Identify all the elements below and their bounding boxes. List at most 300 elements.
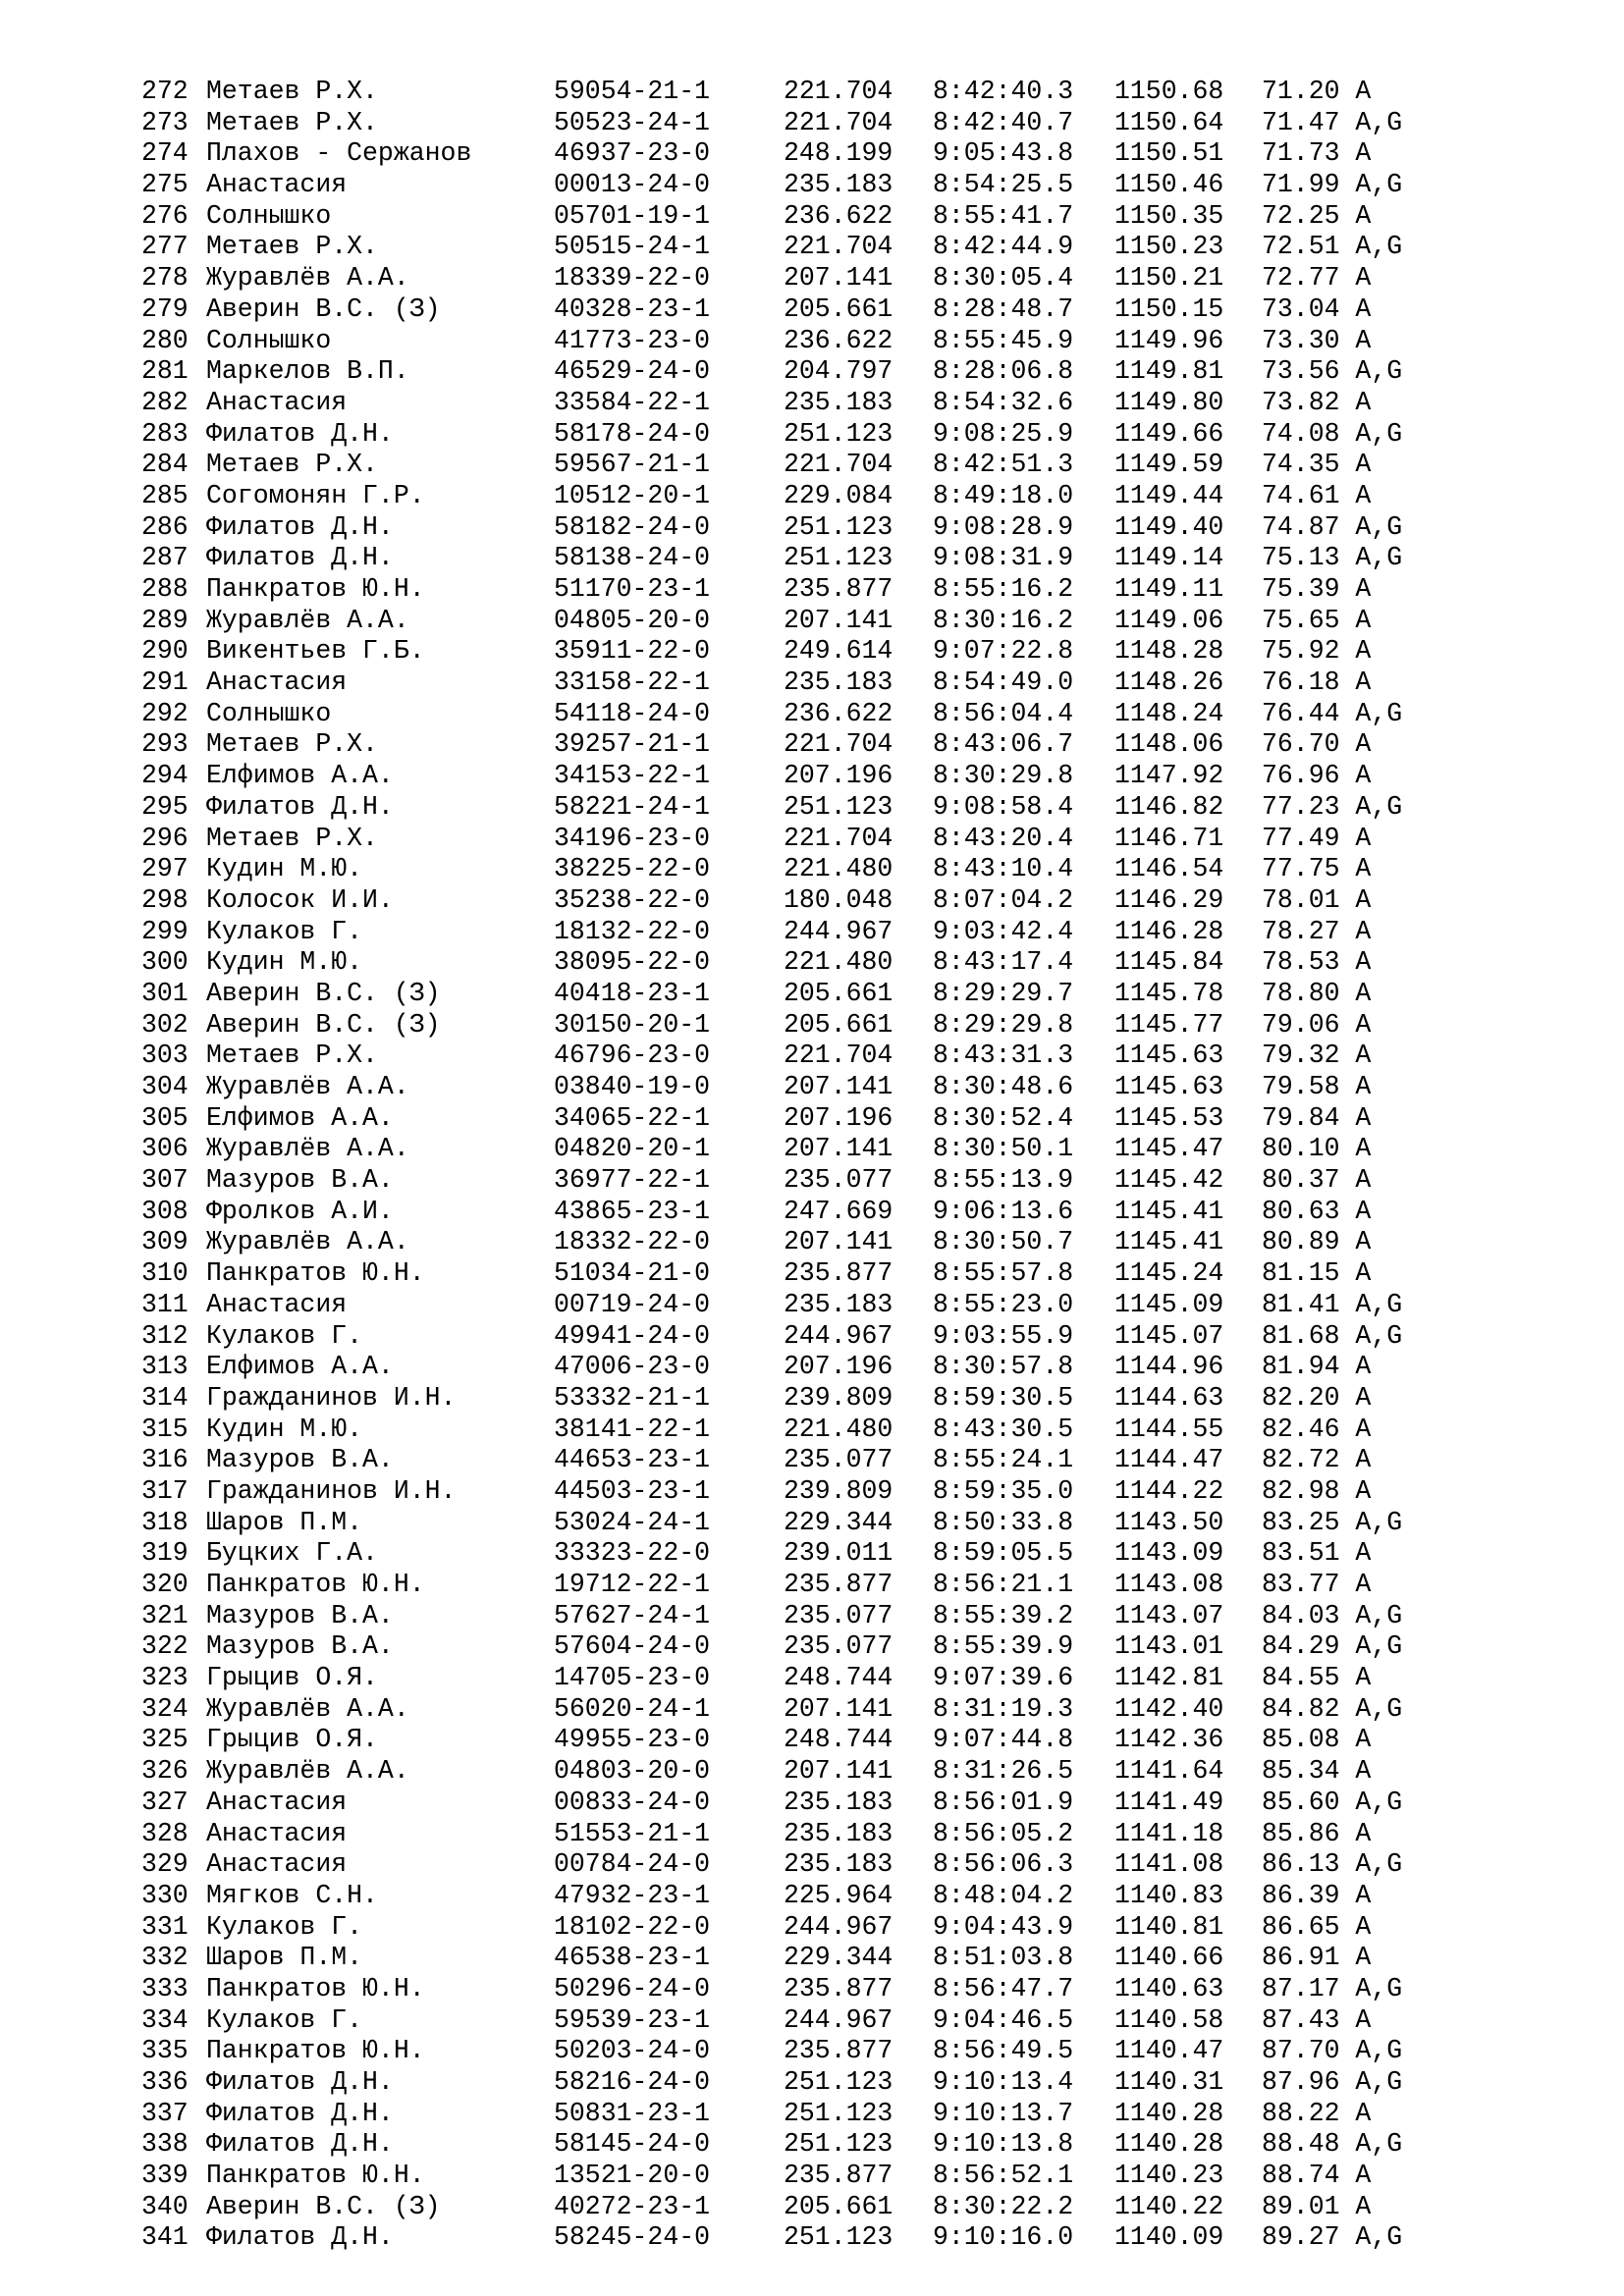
ring-number-cell: 46538-23-1 bbox=[554, 1943, 711, 1973]
coefficient-cell: 77.49 A bbox=[1262, 823, 1372, 853]
place-cell: 325 bbox=[141, 1725, 189, 1755]
ring-number-cell: 33323-22-0 bbox=[554, 1538, 711, 1569]
place-cell: 280 bbox=[141, 325, 189, 355]
ring-number-cell: 46796-23-0 bbox=[554, 1041, 711, 1071]
place-cell: 305 bbox=[141, 1102, 189, 1133]
coefficient-cell: 86.13 A,G bbox=[1262, 1849, 1403, 1880]
ring-number-cell: 35238-22-0 bbox=[554, 884, 711, 915]
speed-cell: 1150.35 bbox=[1114, 200, 1224, 231]
ring-number-cell: 58245-24-0 bbox=[554, 2222, 711, 2253]
speed-cell: 1146.28 bbox=[1114, 916, 1224, 946]
fancier-name-cell: Журавлёв А.А. bbox=[206, 1756, 409, 1787]
arrival-time-cell: 8:42:40.7 bbox=[933, 107, 1074, 137]
fancier-name-cell: Аверин В.С. (З) bbox=[206, 978, 441, 1008]
ring-number-cell: 50523-24-1 bbox=[554, 107, 711, 137]
place-cell: 309 bbox=[141, 1227, 189, 1257]
ring-number-cell: 43865-23-1 bbox=[554, 1196, 711, 1226]
place-cell: 336 bbox=[141, 2067, 189, 2097]
arrival-time-cell: 9:06:13.6 bbox=[933, 1196, 1074, 1226]
ring-number-cell: 59054-21-1 bbox=[554, 77, 711, 106]
distance-cell: 204.797 bbox=[784, 356, 893, 387]
arrival-time-cell: 8:59:30.5 bbox=[933, 1382, 1074, 1413]
coefficient-cell: 72.51 A,G bbox=[1262, 232, 1403, 262]
coefficient-cell: 84.82 A,G bbox=[1262, 1693, 1403, 1724]
coefficient-cell: 80.37 A bbox=[1262, 1165, 1372, 1196]
fancier-name-cell: Филатов Д.Н. bbox=[206, 543, 394, 573]
distance-cell: 207.141 bbox=[784, 263, 893, 294]
place-cell: 282 bbox=[141, 387, 189, 417]
ring-number-cell: 44653-23-1 bbox=[554, 1445, 711, 1475]
coefficient-cell: 84.03 A,G bbox=[1262, 1600, 1403, 1630]
speed-cell: 1149.81 bbox=[1114, 356, 1224, 387]
ring-number-cell: 56020-24-1 bbox=[554, 1693, 711, 1724]
coefficient-cell: 83.25 A,G bbox=[1262, 1507, 1403, 1537]
place-cell: 327 bbox=[141, 1787, 189, 1817]
fancier-name-cell: Анастасия bbox=[206, 170, 348, 200]
speed-cell: 1141.08 bbox=[1114, 1849, 1224, 1880]
distance-cell: 244.967 bbox=[784, 1320, 893, 1351]
arrival-time-cell: 8:56:52.1 bbox=[933, 2161, 1074, 2191]
coefficient-cell: 71.73 A bbox=[1262, 138, 1372, 169]
ring-number-cell: 50203-24-0 bbox=[554, 2036, 711, 2066]
coefficient-cell: 81.68 A,G bbox=[1262, 1320, 1403, 1351]
place-cell: 287 bbox=[141, 543, 189, 573]
ring-number-cell: 00719-24-0 bbox=[554, 1289, 711, 1319]
place-cell: 283 bbox=[141, 418, 189, 449]
fancier-name-cell: Кулаков Г. bbox=[206, 1911, 363, 1942]
ring-number-cell: 13521-20-0 bbox=[554, 2161, 711, 2191]
fancier-name-cell: Шаров П.М. bbox=[206, 1507, 363, 1537]
fancier-name-cell: Фролков А.И. bbox=[206, 1196, 394, 1226]
distance-cell: 205.661 bbox=[784, 294, 893, 324]
ring-number-cell: 03840-19-0 bbox=[554, 1072, 711, 1101]
distance-cell: 205.661 bbox=[784, 2191, 893, 2221]
place-cell: 272 bbox=[141, 77, 189, 106]
place-cell: 281 bbox=[141, 356, 189, 387]
speed-cell: 1142.81 bbox=[1114, 1663, 1224, 1693]
speed-cell: 1145.09 bbox=[1114, 1289, 1224, 1319]
distance-cell: 235.183 bbox=[784, 170, 893, 200]
place-cell: 320 bbox=[141, 1570, 189, 1599]
place-cell: 307 bbox=[141, 1165, 189, 1196]
coefficient-cell: 71.20 A bbox=[1262, 77, 1372, 106]
place-cell: 335 bbox=[141, 2036, 189, 2066]
fancier-name-cell: Мазуров В.А. bbox=[206, 1600, 394, 1630]
place-cell: 301 bbox=[141, 978, 189, 1008]
fancier-name-cell: Кудин М.Ю. bbox=[206, 854, 363, 884]
speed-cell: 1145.84 bbox=[1114, 947, 1224, 978]
ring-number-cell: 59567-21-1 bbox=[554, 450, 711, 480]
coefficient-cell: 73.56 A,G bbox=[1262, 356, 1403, 387]
ring-number-cell: 04820-20-1 bbox=[554, 1134, 711, 1164]
place-cell: 312 bbox=[141, 1320, 189, 1351]
ring-number-cell: 51553-21-1 bbox=[554, 1818, 711, 1848]
arrival-time-cell: 8:30:16.2 bbox=[933, 605, 1074, 635]
coefficient-cell: 89.01 A bbox=[1262, 2191, 1372, 2221]
arrival-time-cell: 8:42:51.3 bbox=[933, 450, 1074, 480]
fancier-name-cell: Викентьев Г.Б. bbox=[206, 636, 425, 667]
arrival-time-cell: 8:43:06.7 bbox=[933, 729, 1074, 760]
fancier-name-cell: Гражданинов И.Н. bbox=[206, 1475, 457, 1506]
speed-cell: 1146.29 bbox=[1114, 884, 1224, 915]
coefficient-cell: 76.18 A bbox=[1262, 667, 1372, 698]
fancier-name-cell: Аверин В.С. (З) bbox=[206, 2191, 441, 2221]
arrival-time-cell: 8:43:17.4 bbox=[933, 947, 1074, 978]
ring-number-cell: 58178-24-0 bbox=[554, 418, 711, 449]
fancier-name-cell: Метаев Р.Х. bbox=[206, 1041, 378, 1071]
distance-cell: 225.964 bbox=[784, 1880, 893, 1910]
place-cell: 324 bbox=[141, 1693, 189, 1724]
arrival-time-cell: 8:56:47.7 bbox=[933, 1973, 1074, 2003]
arrival-time-cell: 8:56:01.9 bbox=[933, 1787, 1074, 1817]
arrival-time-cell: 8:55:57.8 bbox=[933, 1258, 1074, 1289]
speed-cell: 1145.07 bbox=[1114, 1320, 1224, 1351]
speed-cell: 1149.96 bbox=[1114, 325, 1224, 355]
coefficient-cell: 85.34 A bbox=[1262, 1756, 1372, 1787]
speed-cell: 1150.46 bbox=[1114, 170, 1224, 200]
distance-cell: 235.183 bbox=[784, 1289, 893, 1319]
ring-number-cell: 14705-23-0 bbox=[554, 1663, 711, 1693]
fancier-name-cell: Кудин М.Ю. bbox=[206, 947, 363, 978]
speed-cell: 1144.55 bbox=[1114, 1414, 1224, 1444]
fancier-name-cell: Метаев Р.Х. bbox=[206, 450, 378, 480]
place-cell: 297 bbox=[141, 854, 189, 884]
fancier-name-cell: Елфимов А.А. bbox=[206, 1102, 394, 1133]
distance-cell: 251.123 bbox=[784, 418, 893, 449]
speed-cell: 1145.78 bbox=[1114, 978, 1224, 1008]
fancier-name-cell: Гражданинов И.Н. bbox=[206, 1382, 457, 1413]
arrival-time-cell: 9:08:28.9 bbox=[933, 511, 1074, 542]
coefficient-cell: 73.82 A bbox=[1262, 387, 1372, 417]
speed-cell: 1143.09 bbox=[1114, 1538, 1224, 1569]
place-cell: 334 bbox=[141, 2004, 189, 2035]
distance-cell: 251.123 bbox=[784, 2067, 893, 2097]
arrival-time-cell: 8:50:33.8 bbox=[933, 1507, 1074, 1537]
speed-cell: 1148.26 bbox=[1114, 667, 1224, 698]
speed-cell: 1141.18 bbox=[1114, 1818, 1224, 1848]
fancier-name-cell: Мягков С.Н. bbox=[206, 1880, 378, 1910]
place-cell: 311 bbox=[141, 1289, 189, 1319]
fancier-name-cell: Буцких Г.А. bbox=[206, 1538, 378, 1569]
ring-number-cell: 40328-23-1 bbox=[554, 294, 711, 324]
fancier-name-cell: Анастасия bbox=[206, 1289, 348, 1319]
coefficient-cell: 85.86 A bbox=[1262, 1818, 1372, 1848]
place-cell: 306 bbox=[141, 1134, 189, 1164]
arrival-time-cell: 8:31:26.5 bbox=[933, 1756, 1074, 1787]
distance-cell: 221.704 bbox=[784, 107, 893, 137]
distance-cell: 229.084 bbox=[784, 480, 893, 510]
ring-number-cell: 40272-23-1 bbox=[554, 2191, 711, 2221]
distance-cell: 221.704 bbox=[784, 232, 893, 262]
distance-cell: 221.480 bbox=[784, 1414, 893, 1444]
fancier-name-cell: Кулаков Г. bbox=[206, 1320, 363, 1351]
arrival-time-cell: 8:29:29.7 bbox=[933, 978, 1074, 1008]
fancier-name-cell: Панкратов Ю.Н. bbox=[206, 2036, 425, 2066]
ring-number-cell: 59539-23-1 bbox=[554, 2004, 711, 2035]
distance-cell: 207.141 bbox=[784, 1756, 893, 1787]
ring-number-cell: 58138-24-0 bbox=[554, 543, 711, 573]
arrival-time-cell: 8:55:41.7 bbox=[933, 200, 1074, 231]
arrival-time-cell: 9:10:13.4 bbox=[933, 2067, 1074, 2097]
coefficient-cell: 79.84 A bbox=[1262, 1102, 1372, 1133]
fancier-name-cell: Журавлёв А.А. bbox=[206, 263, 409, 294]
coefficient-cell: 86.91 A bbox=[1262, 1943, 1372, 1973]
ring-number-cell: 49941-24-0 bbox=[554, 1320, 711, 1351]
fancier-name-cell: Панкратов Ю.Н. bbox=[206, 1973, 425, 2003]
ring-number-cell: 33158-22-1 bbox=[554, 667, 711, 698]
speed-cell: 1148.06 bbox=[1114, 729, 1224, 760]
coefficient-cell: 73.04 A bbox=[1262, 294, 1372, 324]
fancier-name-cell: Маркелов В.П. bbox=[206, 356, 409, 387]
distance-cell: 236.622 bbox=[784, 698, 893, 728]
speed-cell: 1145.63 bbox=[1114, 1041, 1224, 1071]
speed-cell: 1140.28 bbox=[1114, 2098, 1224, 2128]
fancier-name-cell: Аверин В.С. (З) bbox=[206, 1009, 441, 1040]
speed-cell: 1140.83 bbox=[1114, 1880, 1224, 1910]
ring-number-cell: 47932-23-1 bbox=[554, 1880, 711, 1910]
fancier-name-cell: Метаев Р.Х. bbox=[206, 107, 378, 137]
ring-number-cell: 18332-22-0 bbox=[554, 1227, 711, 1257]
speed-cell: 1141.49 bbox=[1114, 1787, 1224, 1817]
coefficient-cell: 79.32 A bbox=[1262, 1041, 1372, 1071]
coefficient-cell: 79.58 A bbox=[1262, 1072, 1372, 1101]
arrival-time-cell: 8:30:29.8 bbox=[933, 761, 1074, 791]
ring-number-cell: 39257-21-1 bbox=[554, 729, 711, 760]
fancier-name-cell: Журавлёв А.А. bbox=[206, 1072, 409, 1101]
ring-number-cell: 35911-22-0 bbox=[554, 636, 711, 667]
speed-cell: 1149.44 bbox=[1114, 480, 1224, 510]
distance-cell: 248.744 bbox=[784, 1725, 893, 1755]
distance-cell: 221.704 bbox=[784, 1041, 893, 1071]
place-cell: 326 bbox=[141, 1756, 189, 1787]
fancier-name-cell: Филатов Д.Н. bbox=[206, 418, 394, 449]
speed-cell: 1145.53 bbox=[1114, 1102, 1224, 1133]
arrival-time-cell: 8:30:48.6 bbox=[933, 1072, 1074, 1101]
distance-cell: 251.123 bbox=[784, 511, 893, 542]
coefficient-cell: 74.87 A,G bbox=[1262, 511, 1403, 542]
arrival-time-cell: 8:43:20.4 bbox=[933, 823, 1074, 853]
arrival-time-cell: 9:03:42.4 bbox=[933, 916, 1074, 946]
speed-cell: 1145.77 bbox=[1114, 1009, 1224, 1040]
ring-number-cell: 00784-24-0 bbox=[554, 1849, 711, 1880]
speed-cell: 1147.92 bbox=[1114, 761, 1224, 791]
distance-cell: 244.967 bbox=[784, 916, 893, 946]
fancier-name-cell: Шаров П.М. bbox=[206, 1943, 363, 1973]
coefficient-cell: 87.17 A,G bbox=[1262, 1973, 1403, 2003]
fancier-name-cell: Елфимов А.А. bbox=[206, 761, 394, 791]
fancier-name-cell: Журавлёв А.А. bbox=[206, 605, 409, 635]
arrival-time-cell: 8:55:45.9 bbox=[933, 325, 1074, 355]
coefficient-cell: 87.43 A bbox=[1262, 2004, 1372, 2035]
place-cell: 274 bbox=[141, 138, 189, 169]
speed-cell: 1146.54 bbox=[1114, 854, 1224, 884]
place-cell: 329 bbox=[141, 1849, 189, 1880]
coefficient-cell: 71.47 A,G bbox=[1262, 107, 1403, 137]
fancier-name-cell: Кудин М.Ю. bbox=[206, 1414, 363, 1444]
distance-cell: 221.480 bbox=[784, 854, 893, 884]
distance-cell: 251.123 bbox=[784, 2129, 893, 2160]
speed-cell: 1145.63 bbox=[1114, 1072, 1224, 1101]
coefficient-cell: 82.72 A bbox=[1262, 1445, 1372, 1475]
distance-cell: 229.344 bbox=[784, 1943, 893, 1973]
distance-cell: 235.183 bbox=[784, 1818, 893, 1848]
distance-cell: 251.123 bbox=[784, 543, 893, 573]
distance-cell: 235.877 bbox=[784, 2161, 893, 2191]
place-cell: 290 bbox=[141, 636, 189, 667]
ring-number-cell: 46529-24-0 bbox=[554, 356, 711, 387]
speed-cell: 1140.58 bbox=[1114, 2004, 1224, 2035]
ring-number-cell: 30150-20-1 bbox=[554, 1009, 711, 1040]
arrival-time-cell: 8:56:21.1 bbox=[933, 1570, 1074, 1599]
coefficient-cell: 83.77 A bbox=[1262, 1570, 1372, 1599]
arrival-time-cell: 8:56:04.4 bbox=[933, 698, 1074, 728]
fancier-name-cell: Кулаков Г. bbox=[206, 2004, 363, 2035]
distance-cell: 235.183 bbox=[784, 667, 893, 698]
speed-cell: 1148.24 bbox=[1114, 698, 1224, 728]
arrival-time-cell: 8:55:39.2 bbox=[933, 1600, 1074, 1630]
speed-cell: 1142.40 bbox=[1114, 1693, 1224, 1724]
speed-cell: 1143.01 bbox=[1114, 1631, 1224, 1662]
fancier-name-cell: Солнышко bbox=[206, 200, 332, 231]
arrival-time-cell: 9:10:13.7 bbox=[933, 2098, 1074, 2128]
place-cell: 331 bbox=[141, 1911, 189, 1942]
ring-number-cell: 53332-21-1 bbox=[554, 1382, 711, 1413]
speed-cell: 1140.63 bbox=[1114, 1973, 1224, 2003]
speed-cell: 1140.47 bbox=[1114, 2036, 1224, 2066]
arrival-time-cell: 9:08:31.9 bbox=[933, 543, 1074, 573]
coefficient-cell: 89.27 A,G bbox=[1262, 2222, 1403, 2253]
speed-cell: 1140.28 bbox=[1114, 2129, 1224, 2160]
coefficient-cell: 75.65 A bbox=[1262, 605, 1372, 635]
coefficient-cell: 78.53 A bbox=[1262, 947, 1372, 978]
ring-number-cell: 04803-20-0 bbox=[554, 1756, 711, 1787]
arrival-time-cell: 8:55:23.0 bbox=[933, 1289, 1074, 1319]
ring-number-cell: 46937-23-0 bbox=[554, 138, 711, 169]
place-cell: 293 bbox=[141, 729, 189, 760]
arrival-time-cell: 8:42:44.9 bbox=[933, 232, 1074, 262]
coefficient-cell: 87.96 A,G bbox=[1262, 2067, 1403, 2097]
distance-cell: 221.704 bbox=[784, 729, 893, 760]
ring-number-cell: 41773-23-0 bbox=[554, 325, 711, 355]
coefficient-cell: 82.98 A bbox=[1262, 1475, 1372, 1506]
distance-cell: 207.196 bbox=[784, 761, 893, 791]
coefficient-cell: 74.35 A bbox=[1262, 450, 1372, 480]
speed-cell: 1149.14 bbox=[1114, 543, 1224, 573]
speed-cell: 1145.41 bbox=[1114, 1227, 1224, 1257]
ring-number-cell: 58221-24-1 bbox=[554, 791, 711, 822]
distance-cell: 180.048 bbox=[784, 884, 893, 915]
distance-cell: 235.877 bbox=[784, 1258, 893, 1289]
place-cell: 313 bbox=[141, 1352, 189, 1382]
speed-cell: 1149.06 bbox=[1114, 605, 1224, 635]
distance-cell: 251.123 bbox=[784, 791, 893, 822]
ring-number-cell: 51034-21-0 bbox=[554, 1258, 711, 1289]
distance-cell: 248.744 bbox=[784, 1663, 893, 1693]
distance-cell: 207.196 bbox=[784, 1102, 893, 1133]
distance-cell: 244.967 bbox=[784, 2004, 893, 2035]
speed-cell: 1143.07 bbox=[1114, 1600, 1224, 1630]
ring-number-cell: 50831-23-1 bbox=[554, 2098, 711, 2128]
speed-cell: 1150.15 bbox=[1114, 294, 1224, 324]
speed-cell: 1149.80 bbox=[1114, 387, 1224, 417]
coefficient-cell: 74.08 A,G bbox=[1262, 418, 1403, 449]
fancier-name-cell: Мазуров В.А. bbox=[206, 1445, 394, 1475]
place-cell: 296 bbox=[141, 823, 189, 853]
arrival-time-cell: 8:49:18.0 bbox=[933, 480, 1074, 510]
place-cell: 317 bbox=[141, 1475, 189, 1506]
arrival-time-cell: 8:56:06.3 bbox=[933, 1849, 1074, 1880]
fancier-name-cell: Метаев Р.Х. bbox=[206, 77, 378, 106]
arrival-time-cell: 9:07:44.8 bbox=[933, 1725, 1074, 1755]
speed-cell: 1150.51 bbox=[1114, 138, 1224, 169]
place-cell: 298 bbox=[141, 884, 189, 915]
distance-cell: 235.077 bbox=[784, 1165, 893, 1196]
fancier-name-cell: Анастасия bbox=[206, 667, 348, 698]
speed-cell: 1143.50 bbox=[1114, 1507, 1224, 1537]
coefficient-cell: 75.39 A bbox=[1262, 574, 1372, 604]
speed-cell: 1144.47 bbox=[1114, 1445, 1224, 1475]
place-cell: 300 bbox=[141, 947, 189, 978]
speed-cell: 1145.41 bbox=[1114, 1196, 1224, 1226]
distance-cell: 244.967 bbox=[784, 1911, 893, 1942]
place-cell: 319 bbox=[141, 1538, 189, 1569]
speed-cell: 1142.36 bbox=[1114, 1725, 1224, 1755]
place-cell: 316 bbox=[141, 1445, 189, 1475]
place-cell: 277 bbox=[141, 232, 189, 262]
place-cell: 295 bbox=[141, 791, 189, 822]
distance-cell: 239.809 bbox=[784, 1475, 893, 1506]
speed-cell: 1143.08 bbox=[1114, 1570, 1224, 1599]
fancier-name-cell: Анастасия bbox=[206, 387, 348, 417]
place-cell: 288 bbox=[141, 574, 189, 604]
place-cell: 285 bbox=[141, 480, 189, 510]
place-cell: 303 bbox=[141, 1041, 189, 1071]
coefficient-cell: 73.30 A bbox=[1262, 325, 1372, 355]
coefficient-cell: 82.46 A bbox=[1262, 1414, 1372, 1444]
fancier-name-cell: Аверин В.С. (З) bbox=[206, 294, 441, 324]
fancier-name-cell: Метаев Р.Х. bbox=[206, 232, 378, 262]
fancier-name-cell: Филатов Д.Н. bbox=[206, 2067, 394, 2097]
arrival-time-cell: 9:04:43.9 bbox=[933, 1911, 1074, 1942]
ring-number-cell: 19712-22-1 bbox=[554, 1570, 711, 1599]
place-cell: 322 bbox=[141, 1631, 189, 1662]
ring-number-cell: 05701-19-1 bbox=[554, 200, 711, 231]
place-cell: 337 bbox=[141, 2098, 189, 2128]
distance-cell: 235.077 bbox=[784, 1445, 893, 1475]
ring-number-cell: 57604-24-0 bbox=[554, 1631, 711, 1662]
coefficient-cell: 83.51 A bbox=[1262, 1538, 1372, 1569]
coefficient-cell: 88.22 A bbox=[1262, 2098, 1372, 2128]
arrival-time-cell: 9:07:22.8 bbox=[933, 636, 1074, 667]
coefficient-cell: 80.63 A bbox=[1262, 1196, 1372, 1226]
distance-cell: 236.622 bbox=[784, 325, 893, 355]
fancier-name-cell: Мазуров В.А. bbox=[206, 1631, 394, 1662]
ring-number-cell: 57627-24-1 bbox=[554, 1600, 711, 1630]
ring-number-cell: 34065-22-1 bbox=[554, 1102, 711, 1133]
fancier-name-cell: Мазуров В.А. bbox=[206, 1165, 394, 1196]
place-cell: 294 bbox=[141, 761, 189, 791]
ring-number-cell: 34153-22-1 bbox=[554, 761, 711, 791]
distance-cell: 207.141 bbox=[784, 1227, 893, 1257]
ring-number-cell: 18102-22-0 bbox=[554, 1911, 711, 1942]
speed-cell: 1145.47 bbox=[1114, 1134, 1224, 1164]
place-cell: 323 bbox=[141, 1663, 189, 1693]
coefficient-cell: 86.39 A bbox=[1262, 1880, 1372, 1910]
place-cell: 332 bbox=[141, 1943, 189, 1973]
place-cell: 284 bbox=[141, 450, 189, 480]
speed-cell: 1144.22 bbox=[1114, 1475, 1224, 1506]
distance-cell: 235.877 bbox=[784, 574, 893, 604]
